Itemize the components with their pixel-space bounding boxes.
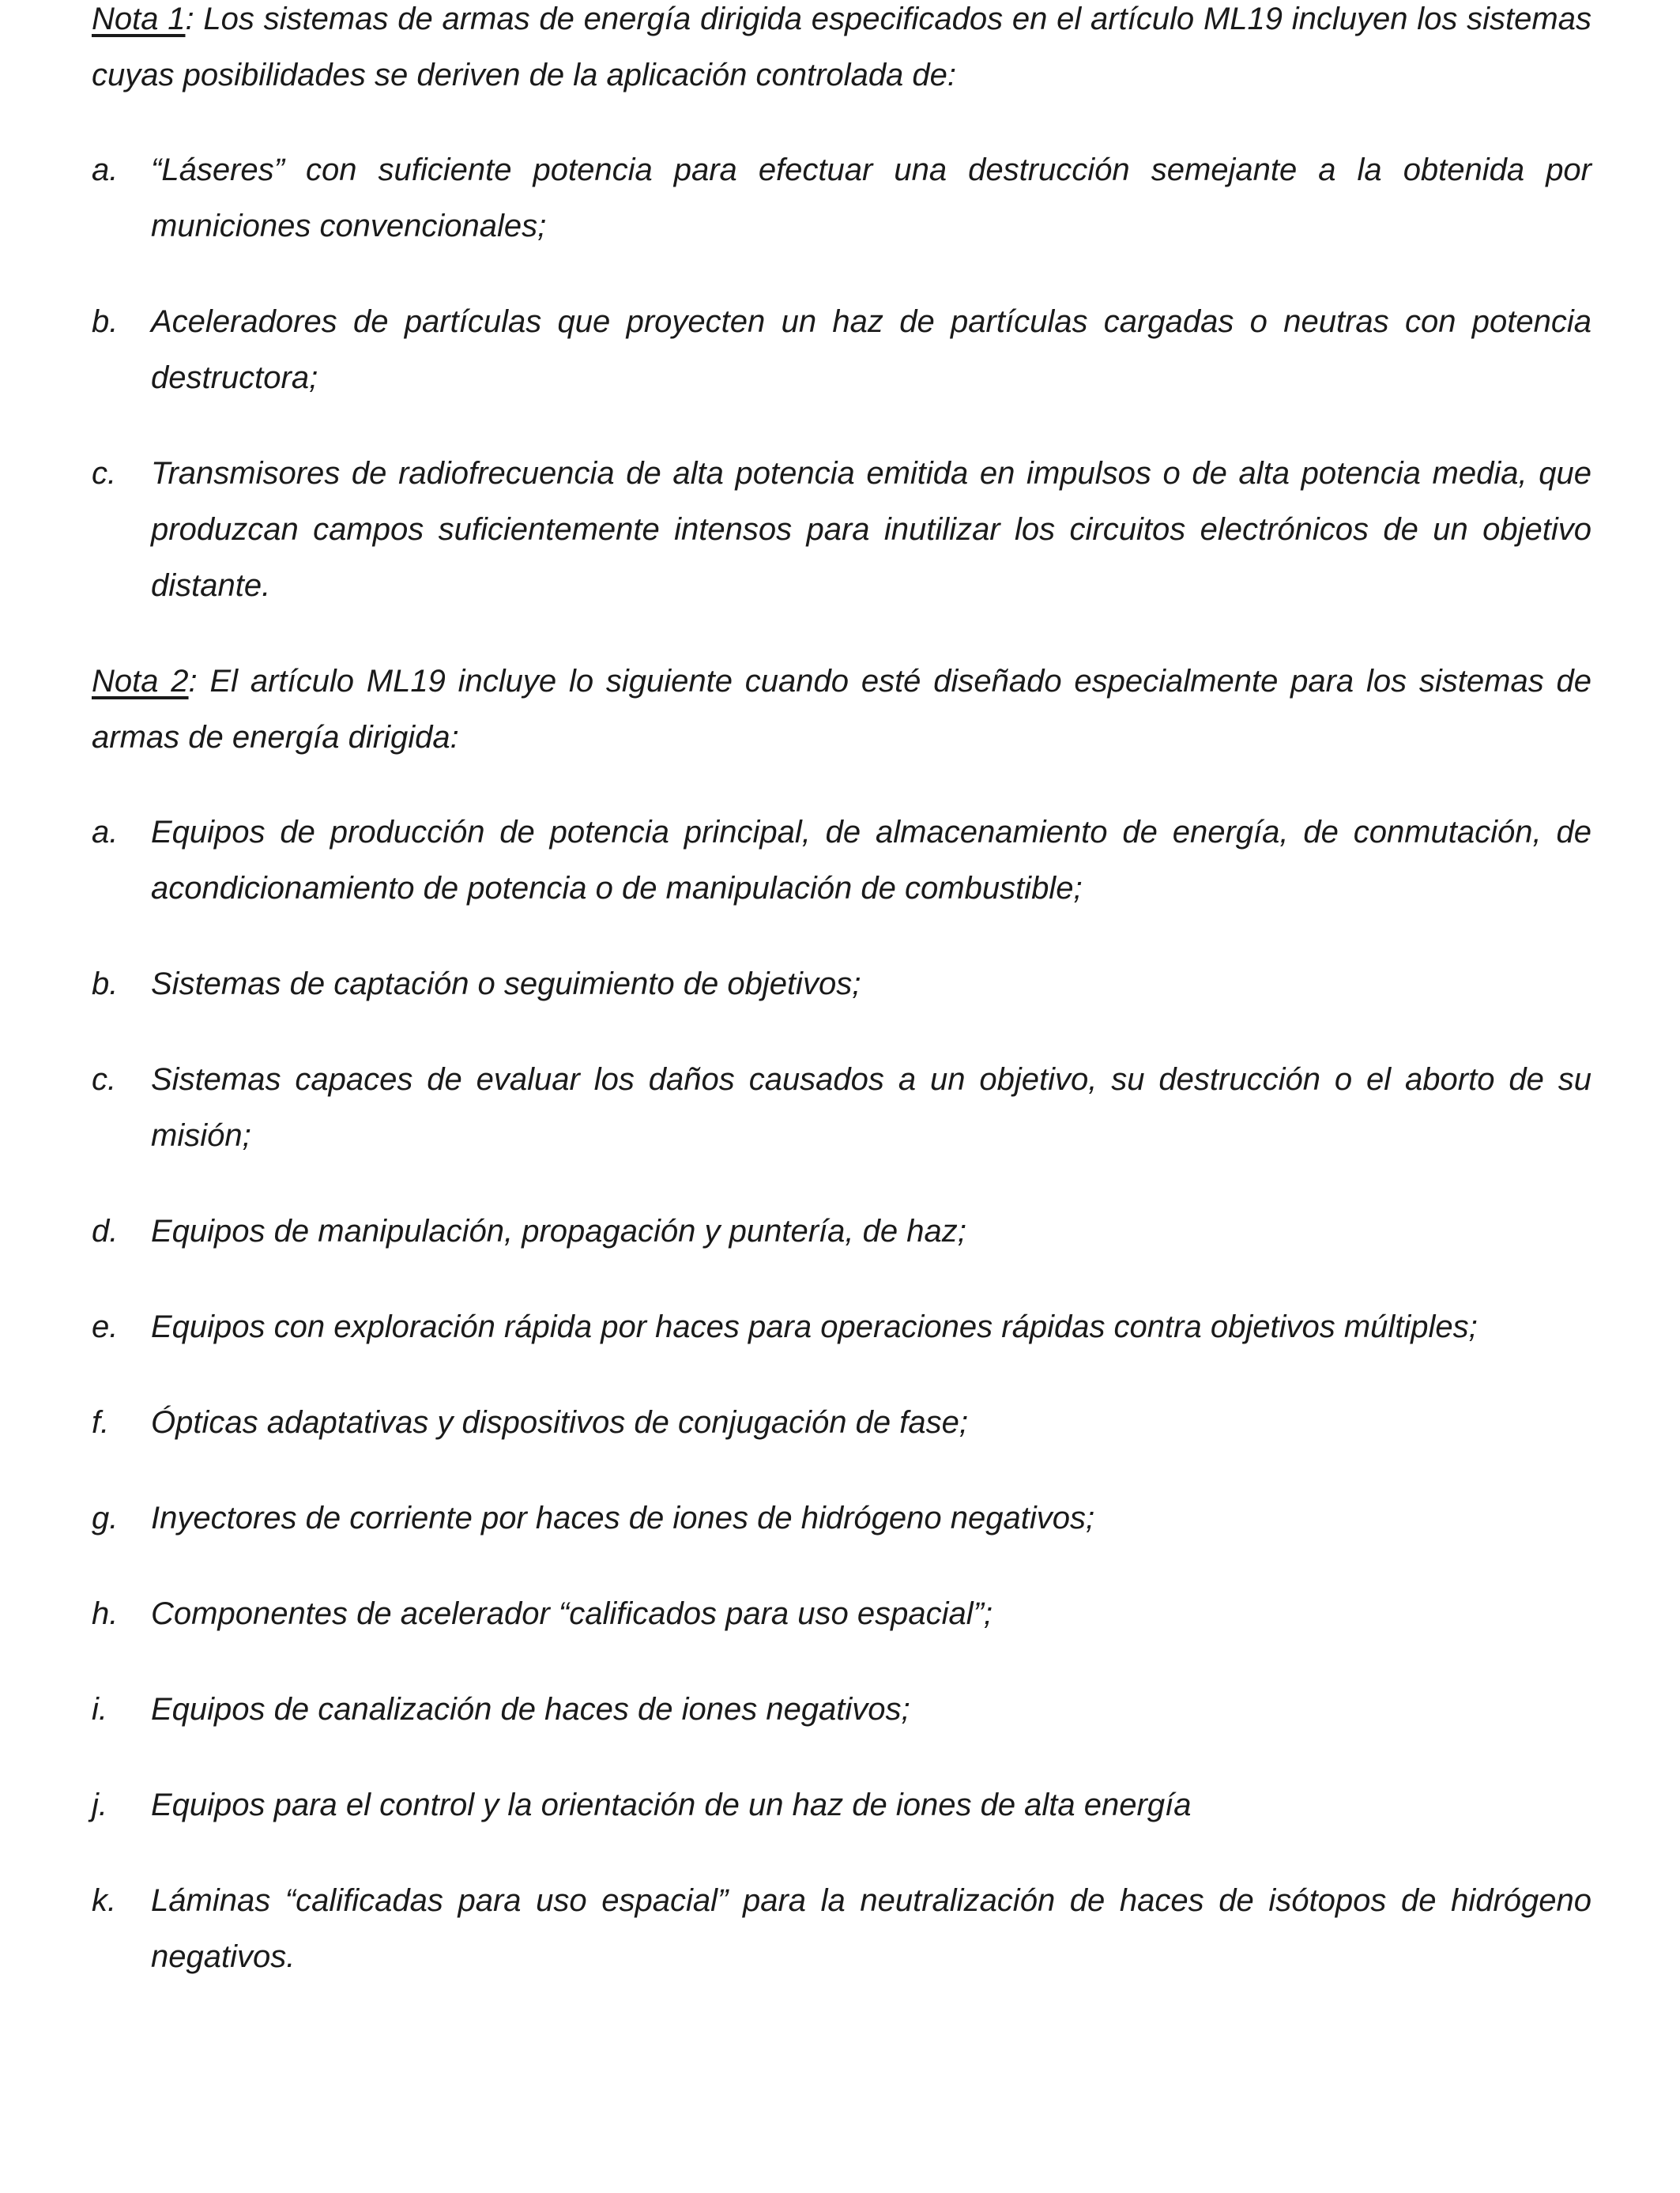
list-item-letter: k. <box>92 1883 117 1918</box>
list-item-text: Sistemas de captación o seguimiento de objetivos; <box>151 967 861 1001</box>
list-item <box>92 1052 1591 1164</box>
list-item-text: Equipos para el control y la orientación de un haz de iones de alta energía <box>151 1788 1192 1822</box>
list-item <box>92 1204 1591 1260</box>
list-item-text: Transmisores de radiofrecuencia de alta potencia emitida en impulsos o de alta potencia media, que produzcan campos suficientemente intensos para inutilizar los circuitos electrónicos de un objetivo distante. <box>151 456 1591 603</box>
list-item-letter: a. <box>92 153 119 187</box>
list-item-letter: j. <box>92 1788 107 1822</box>
list-item <box>92 1777 1591 1833</box>
list-item-letter: c. <box>92 1062 117 1097</box>
list-item-letter: a. <box>92 815 119 850</box>
list-item <box>92 446 1591 614</box>
list-item-letter: f. <box>92 1405 110 1440</box>
list-item-text: Equipos de manipulación, propagación y puntería, de haz; <box>151 1214 966 1249</box>
list-item-text: Equipos de producción de potencia principal, de almacenamiento de energía, de conmutación, de acondicionamiento de potencia o de manipulación de combustible; <box>151 815 1591 906</box>
list-item <box>92 1299 1591 1355</box>
list-item-text: Inyectores de corriente por haces de iones de hidrógeno negativos; <box>151 1501 1095 1535</box>
list-item-letter: b. <box>92 304 119 339</box>
list-item-letter: c. <box>92 456 117 491</box>
list-item-text: Componentes de acelerador “calificados para uso espacial”; <box>151 1596 993 1631</box>
list-item <box>92 1873 1591 1985</box>
list-item-letter: e. <box>92 1309 119 1344</box>
list-item <box>92 1395 1591 1451</box>
list-item-text: Equipos con exploración rápida por haces para operaciones rápidas contra objetivos múltiples; <box>151 1309 1478 1344</box>
note-2-list <box>92 804 1591 1985</box>
list-item <box>92 142 1591 254</box>
note-2-text: : El artículo ML19 incluye lo siguiente cuando esté diseñado especialmente para los sistemas de armas de energía dirigida: <box>92 664 1591 755</box>
list-item <box>92 1682 1591 1738</box>
list-item-letter: g. <box>92 1501 119 1535</box>
list-item-text: Aceleradores de partículas que proyecten un haz de partículas cargadas o neutras con potencia destructora; <box>151 304 1591 395</box>
document-page <box>92 0 1591 1985</box>
list-item-text: Sistemas capaces de evaluar los daños causados a un objetivo, su destrucción o el aborto de su misión; <box>151 1062 1591 1153</box>
note-1-text: : Los sistemas de armas de energía dirigida especificados en el artículo ML19 incluyen los sistemas cuyas posibilidades se deriven de la aplicación controlada de: <box>92 2 1591 92</box>
list-item <box>92 804 1591 917</box>
list-item-letter: b. <box>92 967 119 1001</box>
list-item-letter: d. <box>92 1214 119 1249</box>
list-item-letter: i. <box>92 1692 107 1727</box>
list-item-text: “Láseres” con suficiente potencia para efectuar una destrucción semejante a la obtenida por municiones convencionales; <box>151 153 1591 243</box>
note-2-paragraph <box>92 654 1591 766</box>
list-item-text: Láminas “calificadas para uso espacial” para la neutralización de haces de isótopos de hidrógeno negativos. <box>151 1883 1591 1974</box>
note-2-label: Nota 2 <box>92 664 189 699</box>
list-item <box>92 1586 1591 1642</box>
list-item-text: Equipos de canalización de haces de iones negativos; <box>151 1692 910 1727</box>
list-item <box>92 1490 1591 1547</box>
list-item-letter: h. <box>92 1596 119 1631</box>
note-1-paragraph <box>92 0 1591 104</box>
list-item <box>92 294 1591 406</box>
list-item <box>92 956 1591 1012</box>
note-1-label: Nota 1 <box>92 2 186 36</box>
list-item-text: Ópticas adaptativas y dispositivos de conjugación de fase; <box>151 1405 968 1440</box>
note-1-list <box>92 142 1591 614</box>
